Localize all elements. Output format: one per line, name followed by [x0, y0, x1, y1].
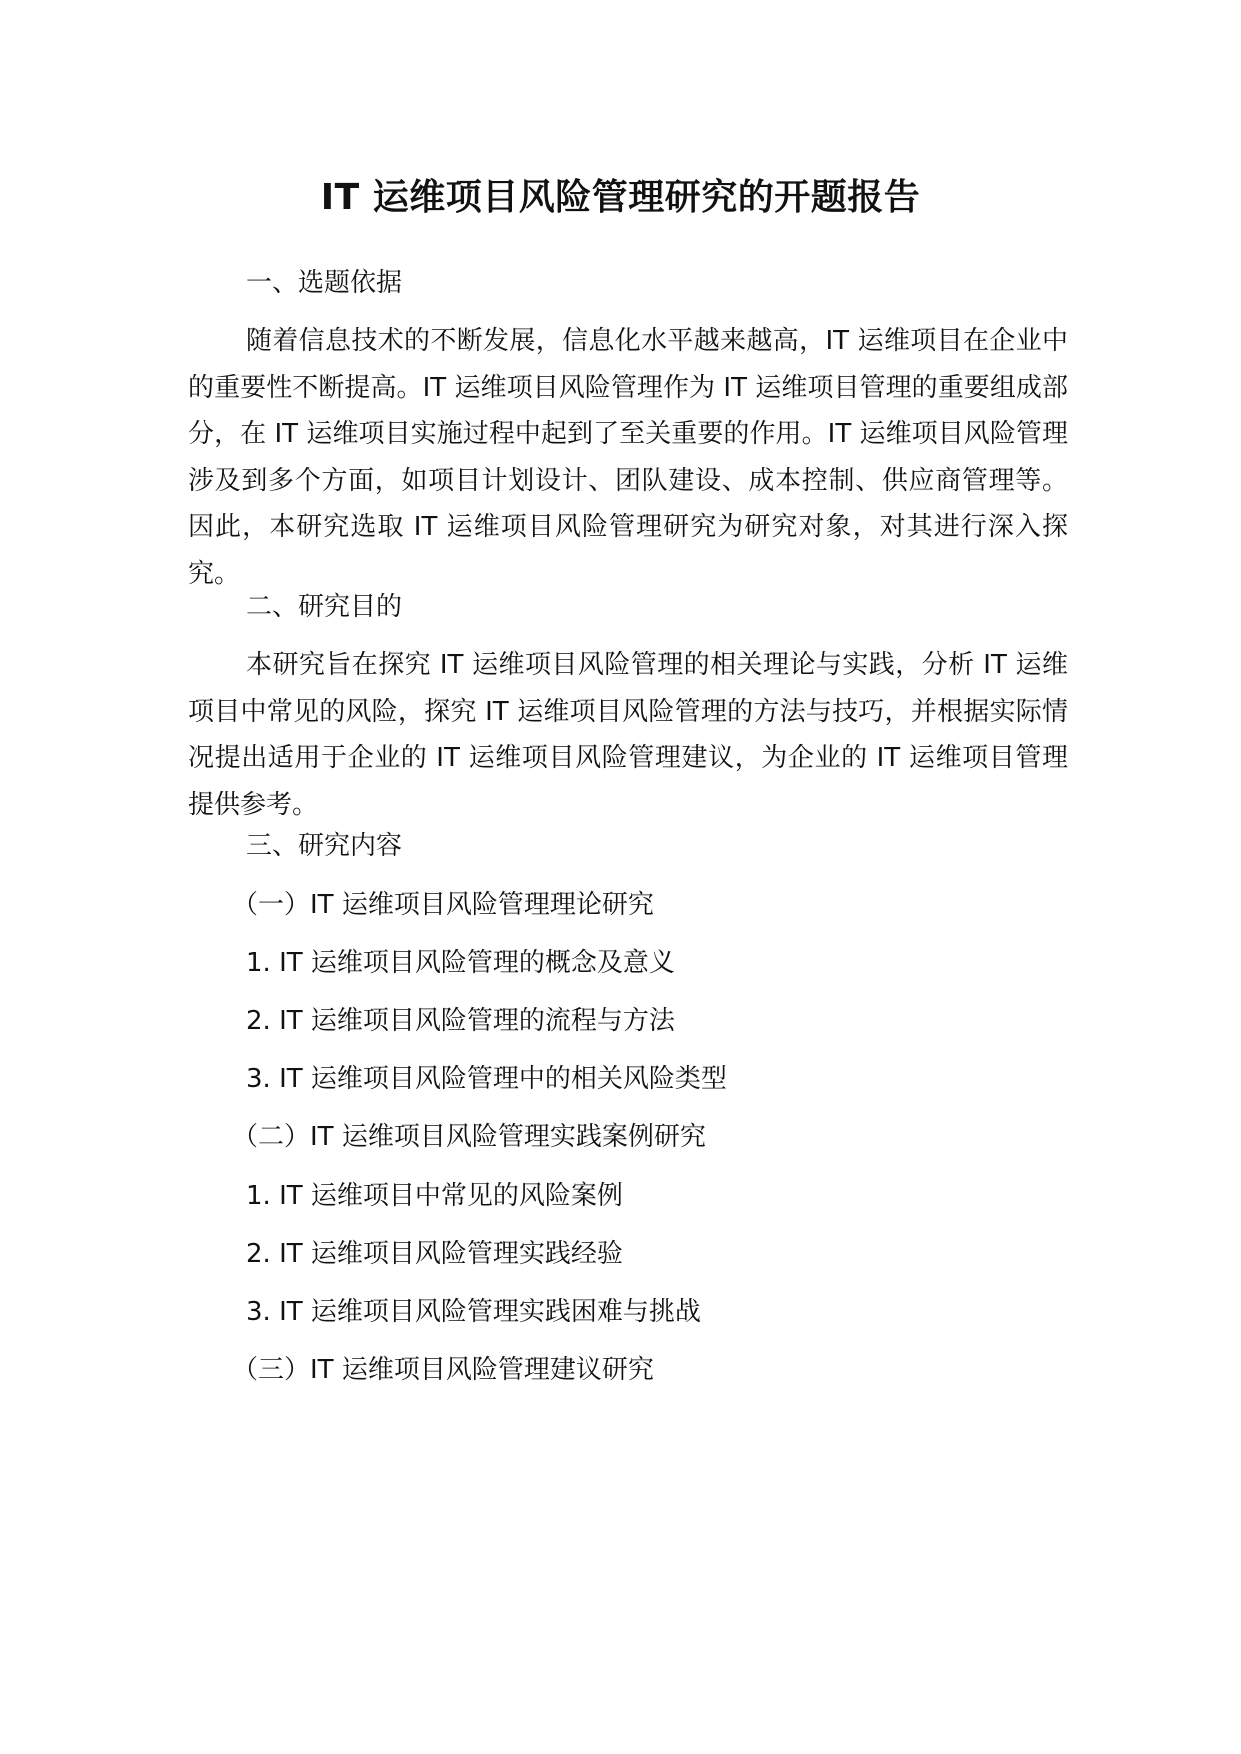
content-item: 3. IT 运维项目风险管理中的相关风险类型: [246, 1064, 727, 1094]
content-item: （一）IT 运维项目风险管理理论研究: [232, 890, 654, 920]
section-heading-purpose: 二、研究目的: [246, 592, 403, 622]
content-item: （三）IT 运维项目风险管理建议研究: [232, 1355, 654, 1385]
content-item: 2. IT 运维项目风险管理实践经验: [246, 1239, 623, 1269]
content-item: 3. IT 运维项目风险管理实践困难与挑战: [246, 1297, 701, 1327]
section-paragraph-basis: 随着信息技术的不断发展，信息化水平越来越高，IT 运维项目在企业中的重要性不断提高。IT 运维项目风险管理作为 IT 运维项目管理的重要组成部分，在 IT 运维项目实施过程中起到了至关重要的作用。IT 运维项目风险管理涉及到多个方面，如项目计划设计、团队建设、成本控制、供应商管理等。因此，本研究选取 IT 运维项目风险管理研究为研究对象，对其进行深入探究。: [188, 326, 1068, 589]
content-item: （二）IT 运维项目风险管理实践案例研究: [232, 1122, 706, 1152]
content-item: 2. IT 运维项目风险管理的流程与方法: [246, 1006, 675, 1036]
content-item: 1. IT 运维项目中常见的风险案例: [246, 1181, 623, 1211]
document-title: IT 运维项目风险管理研究的开题报告: [320, 177, 921, 218]
section-paragraph-purpose: 本研究旨在探究 IT 运维项目风险管理的相关理论与实践，分析 IT 运维项目中常见的风险，探究 IT 运维项目风险管理的方法与技巧，并根据实际情况提出适用于企业的 IT 运维项目风险管理建议，为企业的 IT 运维项目管理提供参考。: [188, 650, 1068, 820]
section-heading-basis: 一、选题依据: [246, 268, 403, 298]
section-heading-content: 三、研究内容: [246, 831, 403, 861]
content-item: 1. IT 运维项目风险管理的概念及意义: [246, 948, 675, 978]
